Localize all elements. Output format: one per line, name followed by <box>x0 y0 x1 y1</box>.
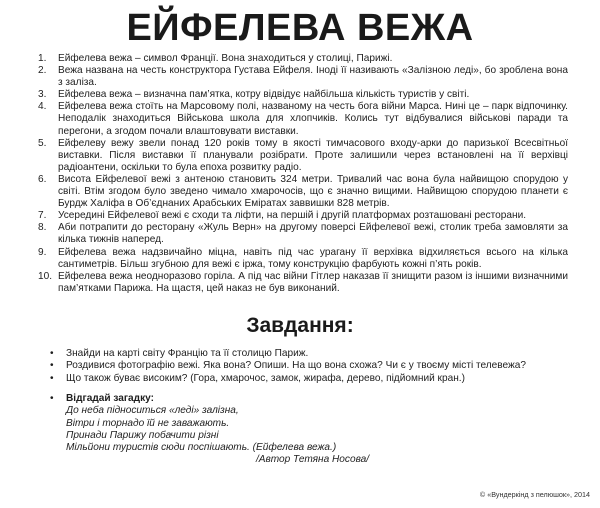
fact-number: 10. <box>38 270 53 282</box>
tasks-heading: Завдання: <box>246 314 354 337</box>
facts-list <box>38 53 568 295</box>
fact-item <box>38 271 568 295</box>
riddle-block <box>48 393 568 467</box>
fact-number: 6. <box>38 173 47 185</box>
fact-number: 2. <box>38 65 47 77</box>
fact-number: 8. <box>38 222 47 234</box>
fact-text: Висота Ейфелевої вежі з антеною становить 324 метри. Тривалий час вона була найвищою спорудою у світі. Втім згодом було зведено чимало хмарочосів, що є значно вищими. Найвищою спорудою планети є Бурдж Халіфа в Об’єднаних Арабських Еміратах заввишки 828 метрів. <box>58 173 568 210</box>
fact-text: Усередині Ейфелевої вежі є сходи та ліфти, на першій і другій платформах розташовані ресторани. <box>58 210 527 222</box>
fact-number: 9. <box>38 246 47 258</box>
fact-number: 5. <box>38 137 47 149</box>
task-item <box>48 373 568 385</box>
fact-text: Вежа названа на честь конструктора Густава Ейфеля. Іноді її називають «Залізною леді», бо зроблена вона з заліза. <box>58 65 568 89</box>
bullet-icon: • <box>50 348 54 359</box>
fact-text: Ейфелева вежа неодноразово горіла. А під час війни Гітлер наказав її знищити разом із іншими визначними пам’ятками Парижа. На щастя, цей наказ не був виконаний. <box>58 270 568 294</box>
bullet-icon: • <box>50 393 54 404</box>
task-text: Що також буває високим? (Гора, хмарочос, замок, жирафа, дерево, підйомний кран.) <box>66 372 465 384</box>
task-item <box>48 360 568 372</box>
copyright-notice: © «Вундеркінд з пелюшок», 2014 <box>479 490 590 499</box>
fact-text: Ейфелева вежа надзвичайно міцна, навіть під час урагану її верхівка відхиляється всього на кілька сантиметрів. Більш згубною для вежі є іржа, тому конструкцію фарбують кожні п’ять років. <box>58 246 568 270</box>
fact-item <box>38 222 568 246</box>
fact-number: 7. <box>38 210 47 222</box>
fact-text: Ейфелева вежа – визначна пам’ятка, котру відвідує найбільша кількість туристів у світі. <box>58 89 470 101</box>
bullet-icon: • <box>50 360 54 372</box>
fact-item <box>38 210 568 222</box>
fact-item <box>38 174 568 210</box>
fact-item <box>38 53 568 65</box>
fact-item <box>38 89 568 101</box>
riddle-line: Вітри і торнадо їй не заважають. <box>66 417 230 429</box>
task-text: Знайди на карті світу Францію та її столицю Париж. <box>66 348 309 359</box>
fact-text: Аби потрапити до ресторану «Жуль Верн» на другому поверсі Ейфелевої вежі, столик треба замовляти за кілька тижнів наперед. <box>58 222 568 246</box>
page-title: ЕЙФЕЛЕВА ВЕЖА <box>126 7 474 49</box>
riddle-line: Принади Парижу побачити різні <box>66 429 219 441</box>
riddle-heading <box>48 393 568 405</box>
fact-number: 1. <box>38 53 47 64</box>
fact-number: 4. <box>38 101 47 113</box>
bullet-icon: • <box>50 372 54 384</box>
tasks-list <box>48 348 568 385</box>
fact-number: 3. <box>38 89 47 101</box>
fact-item <box>38 247 568 271</box>
fact-item <box>38 65 568 89</box>
riddle-line: До неба підноситься «леді» залізна, <box>66 405 239 417</box>
fact-item <box>38 138 568 174</box>
riddle-author: /Автор Тетяна Носова/ <box>256 454 370 466</box>
fact-text: Ейфелеву вежу звели понад 120 років тому в якості тимчасового входу-арки до паризької Всесвітньої виставки. Після виставки її планували розібрати. Проте залишили через встановлені на її верхівці радіоантени, оскільки то була епоха розвитку радіо. <box>58 137 568 173</box>
riddle-line: Мільйони туристів сюди поспішають. (Ейфелева вежа.) <box>66 442 337 454</box>
task-item <box>48 348 568 360</box>
riddle-heading-text: Відгадай загадку: <box>66 393 154 404</box>
fact-text: Ейфелева вежа стоїть на Марсовому полі, названому на честь бога війни Марса. Нині це – парк відпочинку. Неподалік знаходиться Військова школа для хлопчиків. Колись тут відбувалися військові паради та перегони, а згодом почали влаштовувати виставки. <box>58 101 568 137</box>
fact-item <box>38 101 568 137</box>
fact-text: Ейфелева вежа – символ Франції. Вона знаходиться у столиці, Парижі. <box>58 53 393 64</box>
task-text: Роздивися фотографію вежі. Яка вона? Опиши. На що вона схожа? Чи є у твоєму місті телевежа? <box>66 360 527 372</box>
